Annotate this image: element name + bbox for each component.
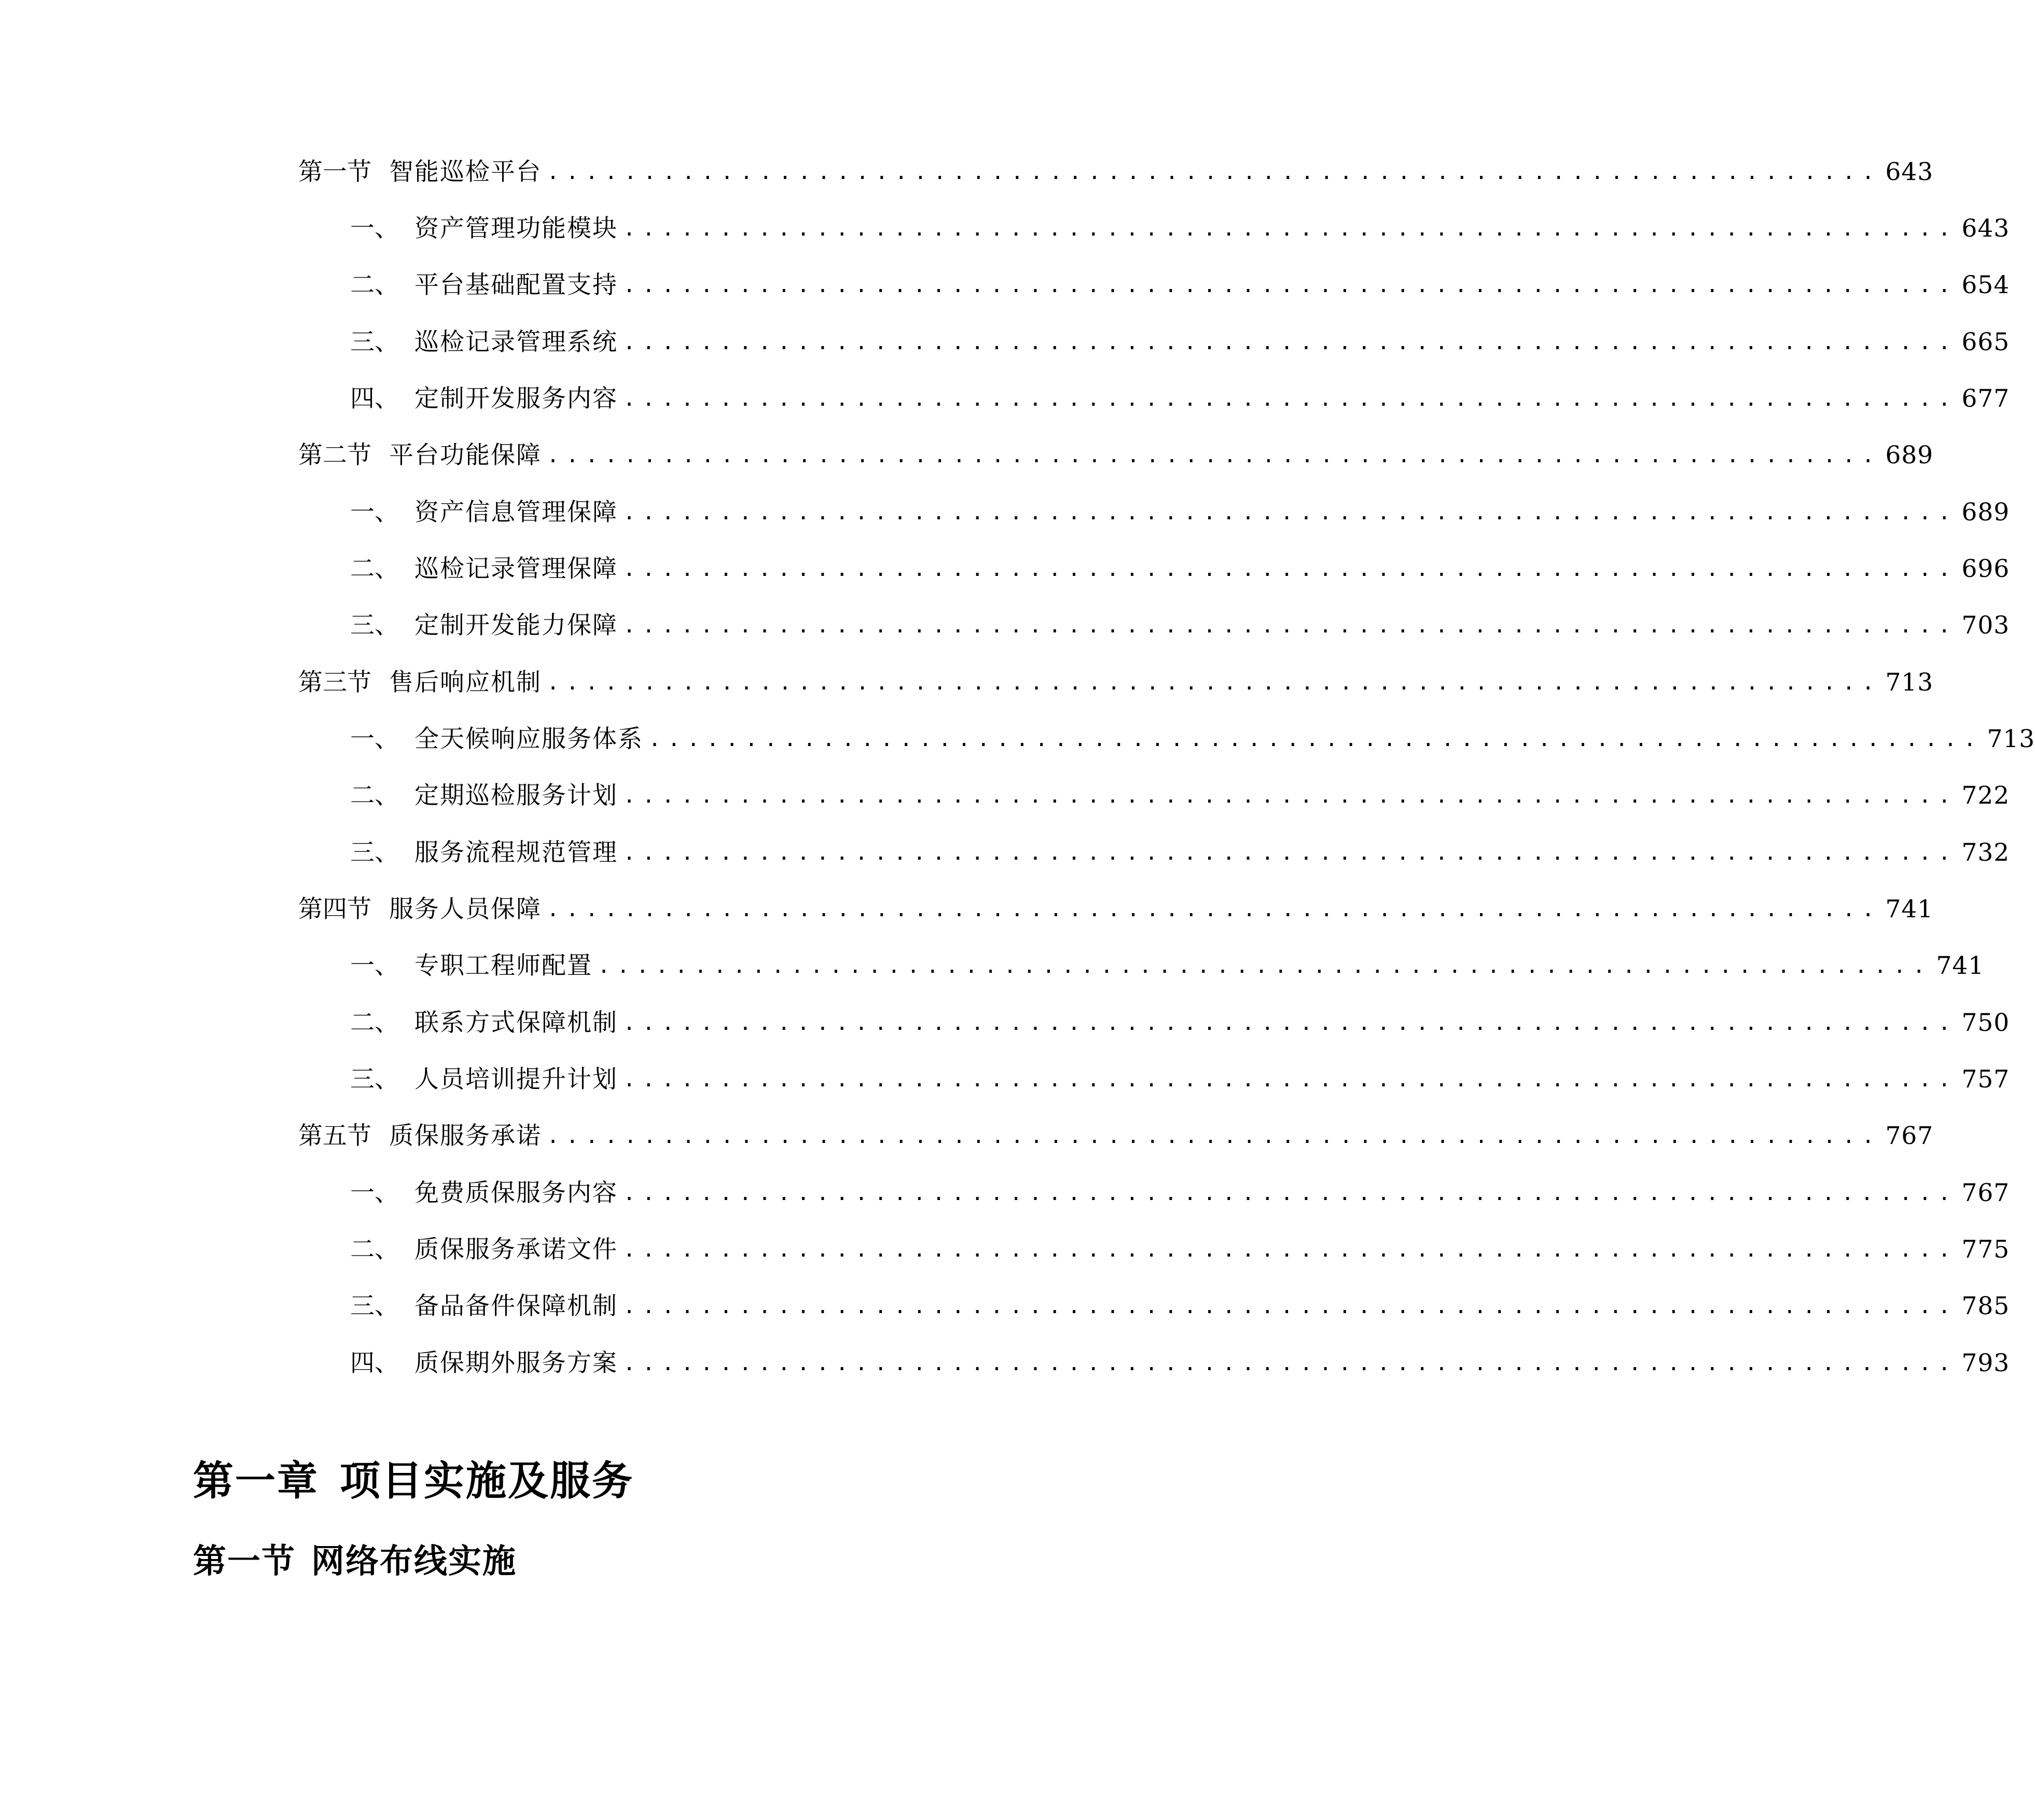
toc-entry-page: 785 (1961, 1292, 2010, 1320)
toc-dot-leader: ..................................................................... (547, 160, 1881, 184)
toc-dot-leader: ..................................................................... (648, 727, 1983, 751)
toc-entry[interactable] (298, 891, 1934, 928)
toc-entry-number: 第四节 (298, 895, 371, 923)
toc-entry-title: 联系方式保障机制 (414, 1009, 618, 1037)
toc-dot-leader: ..................................................................... (547, 444, 1881, 467)
toc-entry-number: 第三节 (298, 668, 371, 697)
toc-dot-leader: ..................................................................... (623, 387, 1958, 411)
toc-entry-title: 服务流程规范管理 (414, 838, 618, 867)
toc-dot-leader: ..................................................................... (623, 1011, 1958, 1035)
toc-entry-number: 一、 (350, 952, 399, 980)
toc-entry-number: 第二节 (298, 441, 371, 470)
toc-dot-leader: ..................................................................... (623, 501, 1958, 525)
toc-entry-page: 665 (1961, 328, 2010, 356)
toc-entry[interactable] (350, 267, 2010, 304)
toc-entry-title: 智能巡检平台 (389, 158, 542, 186)
toc-dot-leader: ..................................................................... (623, 1068, 1958, 1092)
chapter-heading-number: 第一章 (193, 1458, 320, 1505)
toc-entry-number: 一、 (350, 214, 399, 243)
toc-entry-page: 775 (1961, 1235, 2010, 1264)
toc-dot-leader: ..................................................................... (623, 1181, 1958, 1205)
toc-entry-number: 二、 (350, 781, 399, 810)
toc-entry-title: 定期巡检服务计划 (414, 781, 618, 810)
toc-dot-leader: ..................................................................... (547, 671, 1881, 695)
toc-entry[interactable] (350, 1232, 2010, 1268)
toc-dot-leader: ..................................................................... (623, 1294, 1958, 1318)
toc-entry[interactable] (350, 778, 2010, 814)
toc-entry-page: 732 (1961, 838, 2010, 867)
toc-entry-title: 质保服务承诺文件 (414, 1235, 618, 1264)
toc-entry-page: 713 (1987, 725, 2035, 753)
toc-entry-page: 689 (1961, 498, 2010, 527)
toc-dot-leader: ..................................................................... (623, 1352, 1958, 1375)
toc-entry[interactable] (350, 381, 2010, 417)
toc-entry-number: 第五节 (298, 1122, 371, 1150)
toc-entry-title: 售后响应机制 (389, 668, 542, 697)
toc-entry-page: 643 (1885, 158, 1934, 186)
toc-entry[interactable] (298, 665, 1934, 701)
toc-entry-page: 757 (1961, 1065, 2010, 1094)
toc-entry-page: 677 (1961, 384, 2010, 413)
toc-entry-page: 741 (1936, 952, 1985, 980)
toc-entry[interactable] (350, 494, 2010, 531)
toc-entry-title: 备品备件保障机制 (414, 1292, 618, 1320)
toc-entry-title: 资产管理功能模块 (414, 214, 618, 243)
toc-entry[interactable] (350, 948, 1985, 984)
toc-entry-number: 一、 (350, 1179, 399, 1207)
chapter-heading (193, 1453, 634, 1510)
toc-entry-number: 一、 (350, 498, 399, 527)
toc-entry-title: 资产信息管理保障 (414, 498, 618, 527)
toc-dot-leader: ..................................................................... (623, 557, 1958, 581)
toc-entry-title: 服务人员保障 (389, 895, 542, 923)
toc-entry[interactable] (350, 1061, 2010, 1098)
toc-entry-number: 二、 (350, 1009, 399, 1037)
toc-entry-page: 654 (1961, 271, 2010, 299)
chapter-heading-title: 项目实施及服务 (340, 1458, 634, 1505)
toc-entry-title: 定制开发服务内容 (414, 384, 618, 413)
toc-entry-page: 767 (1961, 1179, 2010, 1207)
toc-entry-page: 722 (1961, 781, 2010, 810)
toc-entry-page: 643 (1961, 214, 2010, 243)
toc-dot-leader: ..................................................................... (623, 273, 1958, 297)
toc-entry-number: 四、 (350, 384, 399, 413)
toc-entry-page: 703 (1961, 611, 2010, 640)
toc-entry-page: 741 (1885, 895, 1934, 923)
toc-entry-title: 平台功能保障 (389, 441, 542, 470)
section-heading-title: 网络布线实施 (311, 1542, 517, 1581)
toc-entry[interactable] (350, 1175, 2010, 1211)
toc-entry[interactable] (350, 324, 2010, 361)
toc-dot-leader: ..................................................................... (547, 898, 1881, 921)
toc-entry-title: 巡检记录管理保障 (414, 555, 618, 583)
toc-entry[interactable] (350, 835, 2010, 871)
toc-entry-number: 二、 (350, 555, 399, 583)
toc-entry-title: 人员培训提升计划 (414, 1065, 618, 1094)
toc-entry-title: 免费质保服务内容 (414, 1179, 618, 1207)
toc-entry-title: 全天候响应服务体系 (414, 725, 643, 753)
toc-entry[interactable] (350, 608, 2010, 644)
toc-entry-number: 一、 (350, 725, 399, 753)
toc-dot-leader: ..................................................................... (623, 330, 1958, 354)
toc-entry-page: 689 (1885, 441, 1934, 470)
section-heading-number: 第一节 (193, 1542, 296, 1581)
toc-entry-number: 三、 (350, 328, 399, 356)
toc-entry[interactable] (298, 1118, 1934, 1154)
toc-entry-number: 二、 (350, 271, 399, 299)
toc-entry-title: 质保服务承诺 (389, 1122, 542, 1150)
toc-entry-title: 平台基础配置支持 (414, 271, 618, 299)
toc-entry-page: 696 (1961, 555, 2010, 583)
toc-entry[interactable] (350, 1288, 2010, 1325)
toc-dot-leader: ..................................................................... (623, 784, 1958, 808)
toc-entry-number: 第一节 (298, 158, 371, 186)
section-heading (193, 1538, 517, 1585)
toc-entry-title: 质保期外服务方案 (414, 1349, 618, 1377)
toc-entry-page: 767 (1885, 1122, 1934, 1150)
toc-entry-page: 750 (1961, 1009, 2010, 1037)
toc-entry[interactable] (298, 154, 1934, 190)
toc-entry-number: 三、 (350, 838, 399, 867)
toc-entry-page: 713 (1885, 668, 1934, 697)
toc-entry[interactable] (298, 437, 1934, 474)
toc-entry-number: 三、 (350, 1292, 399, 1320)
toc-entry-number: 三、 (350, 611, 399, 640)
toc-dot-leader: ..................................................................... (598, 954, 1932, 978)
toc-entry-title: 巡检记录管理系统 (414, 328, 618, 356)
toc-entry[interactable] (350, 1005, 2010, 1041)
toc-dot-leader: ..................................................................... (623, 217, 1958, 241)
toc-dot-leader: ..................................................................... (623, 614, 1958, 638)
toc-entry[interactable] (350, 211, 2010, 247)
toc-entry[interactable] (350, 1345, 2010, 1382)
toc-dot-leader: ..................................................................... (623, 1238, 1958, 1262)
toc-entry[interactable] (350, 721, 2035, 757)
toc-entry-number: 二、 (350, 1235, 399, 1264)
toc-entry-page: 793 (1961, 1349, 2010, 1377)
toc-entry-title: 定制开发能力保障 (414, 611, 618, 640)
toc-dot-leader: ..................................................................... (623, 841, 1958, 865)
toc-entry[interactable] (350, 551, 2010, 587)
toc-entry-number: 四、 (350, 1349, 399, 1377)
toc-dot-leader: ..................................................................... (547, 1124, 1881, 1148)
toc-entry-number: 三、 (350, 1065, 399, 1094)
toc-entry-title: 专职工程师配置 (414, 952, 592, 980)
